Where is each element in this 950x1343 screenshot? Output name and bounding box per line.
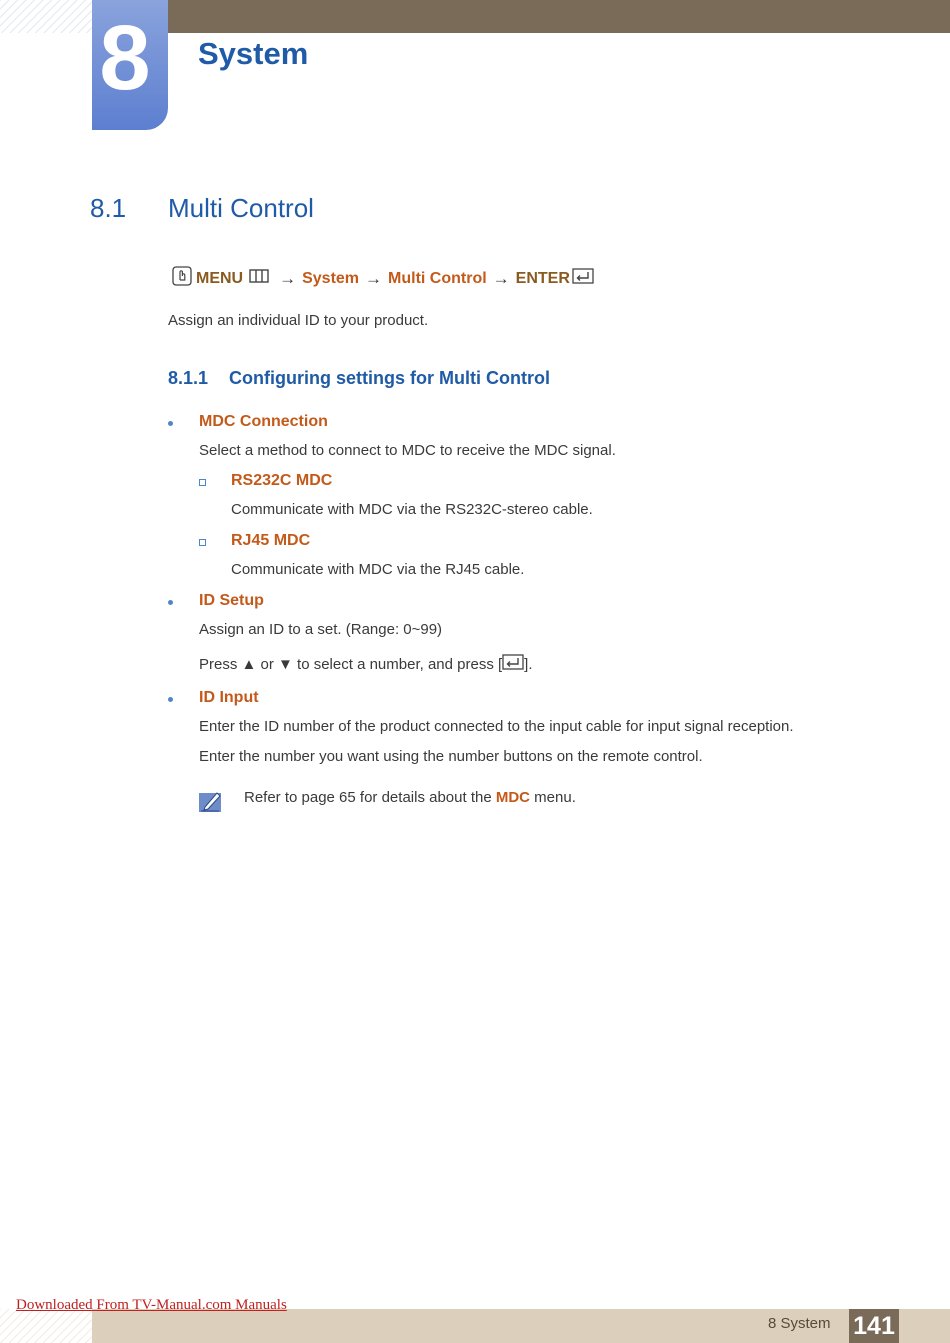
remote-hand-icon (172, 266, 192, 291)
note-prefix: Refer to page 65 for details about the (244, 789, 496, 806)
header-hatch (0, 0, 92, 33)
note-pencil-icon (199, 789, 223, 818)
section-number: 8.1 (90, 193, 127, 223)
header-bar (168, 0, 950, 33)
square-bullet (199, 539, 206, 546)
arrow: → (365, 268, 383, 288)
enter-icon (572, 268, 594, 289)
item-title-id-setup: ID Setup (199, 592, 264, 609)
section-title: Multi Control (168, 193, 314, 223)
item-title-rj45-mdc: RJ45 MDC (231, 532, 311, 549)
item-desc: Communicate with MDC via the RS232C-stereo cable. (231, 501, 593, 518)
note-suffix: menu. (530, 789, 576, 806)
note-text (244, 789, 576, 806)
bullet (168, 697, 173, 702)
download-link[interactable]: Downloaded From TV-Manual.com Manuals (16, 1297, 287, 1313)
subsection-number: 8.1.1 (168, 368, 209, 388)
press-instruction (199, 654, 533, 674)
chapter-title: System (198, 36, 309, 71)
arrow: → (279, 268, 297, 288)
page-number: 141 (849, 1309, 899, 1343)
menu-step-multi-control: Multi Control (388, 269, 487, 287)
menu-icon (249, 268, 269, 289)
menu-label: MENU (196, 269, 244, 287)
item-title-rs232c-mdc: RS232C MDC (231, 472, 333, 489)
footer-chapter: 8 System (768, 1315, 831, 1332)
item-title-mdc-connection: MDC Connection (199, 413, 328, 430)
item-desc: Communicate with MDC via the RJ45 cable. (231, 561, 525, 578)
footer-hatch (0, 1309, 92, 1343)
item-desc: Enter the number you want using the number buttons on the remote control. (199, 748, 703, 765)
item-desc: Assign an ID to a set. (Range: 0~99) (199, 621, 443, 638)
bullet (168, 421, 173, 426)
item-title-id-input: ID Input (199, 689, 259, 706)
enter-icon (502, 654, 524, 674)
square-bullet (199, 479, 206, 486)
press-text: Press ▲ or ▼ to select a number, and press [ (199, 655, 503, 673)
chapter-number: 8 (99, 7, 151, 109)
bullet (168, 600, 173, 605)
item-desc: Enter the ID number of the product connected to the input cable for input signal reception. (199, 718, 794, 735)
intro-text: Assign an individual ID to your product. (168, 312, 429, 329)
menu-path (172, 266, 594, 291)
arrow: → (492, 268, 510, 288)
menu-step-system: System (302, 269, 360, 287)
note-highlight: MDC (495, 789, 531, 806)
enter-label: ENTER (515, 269, 570, 287)
item-desc: Select a method to connect to MDC to receive the MDC signal. (199, 442, 616, 459)
subsection-title: Configuring settings for Multi Control (229, 368, 550, 388)
press-text-end: ]. (524, 655, 533, 673)
